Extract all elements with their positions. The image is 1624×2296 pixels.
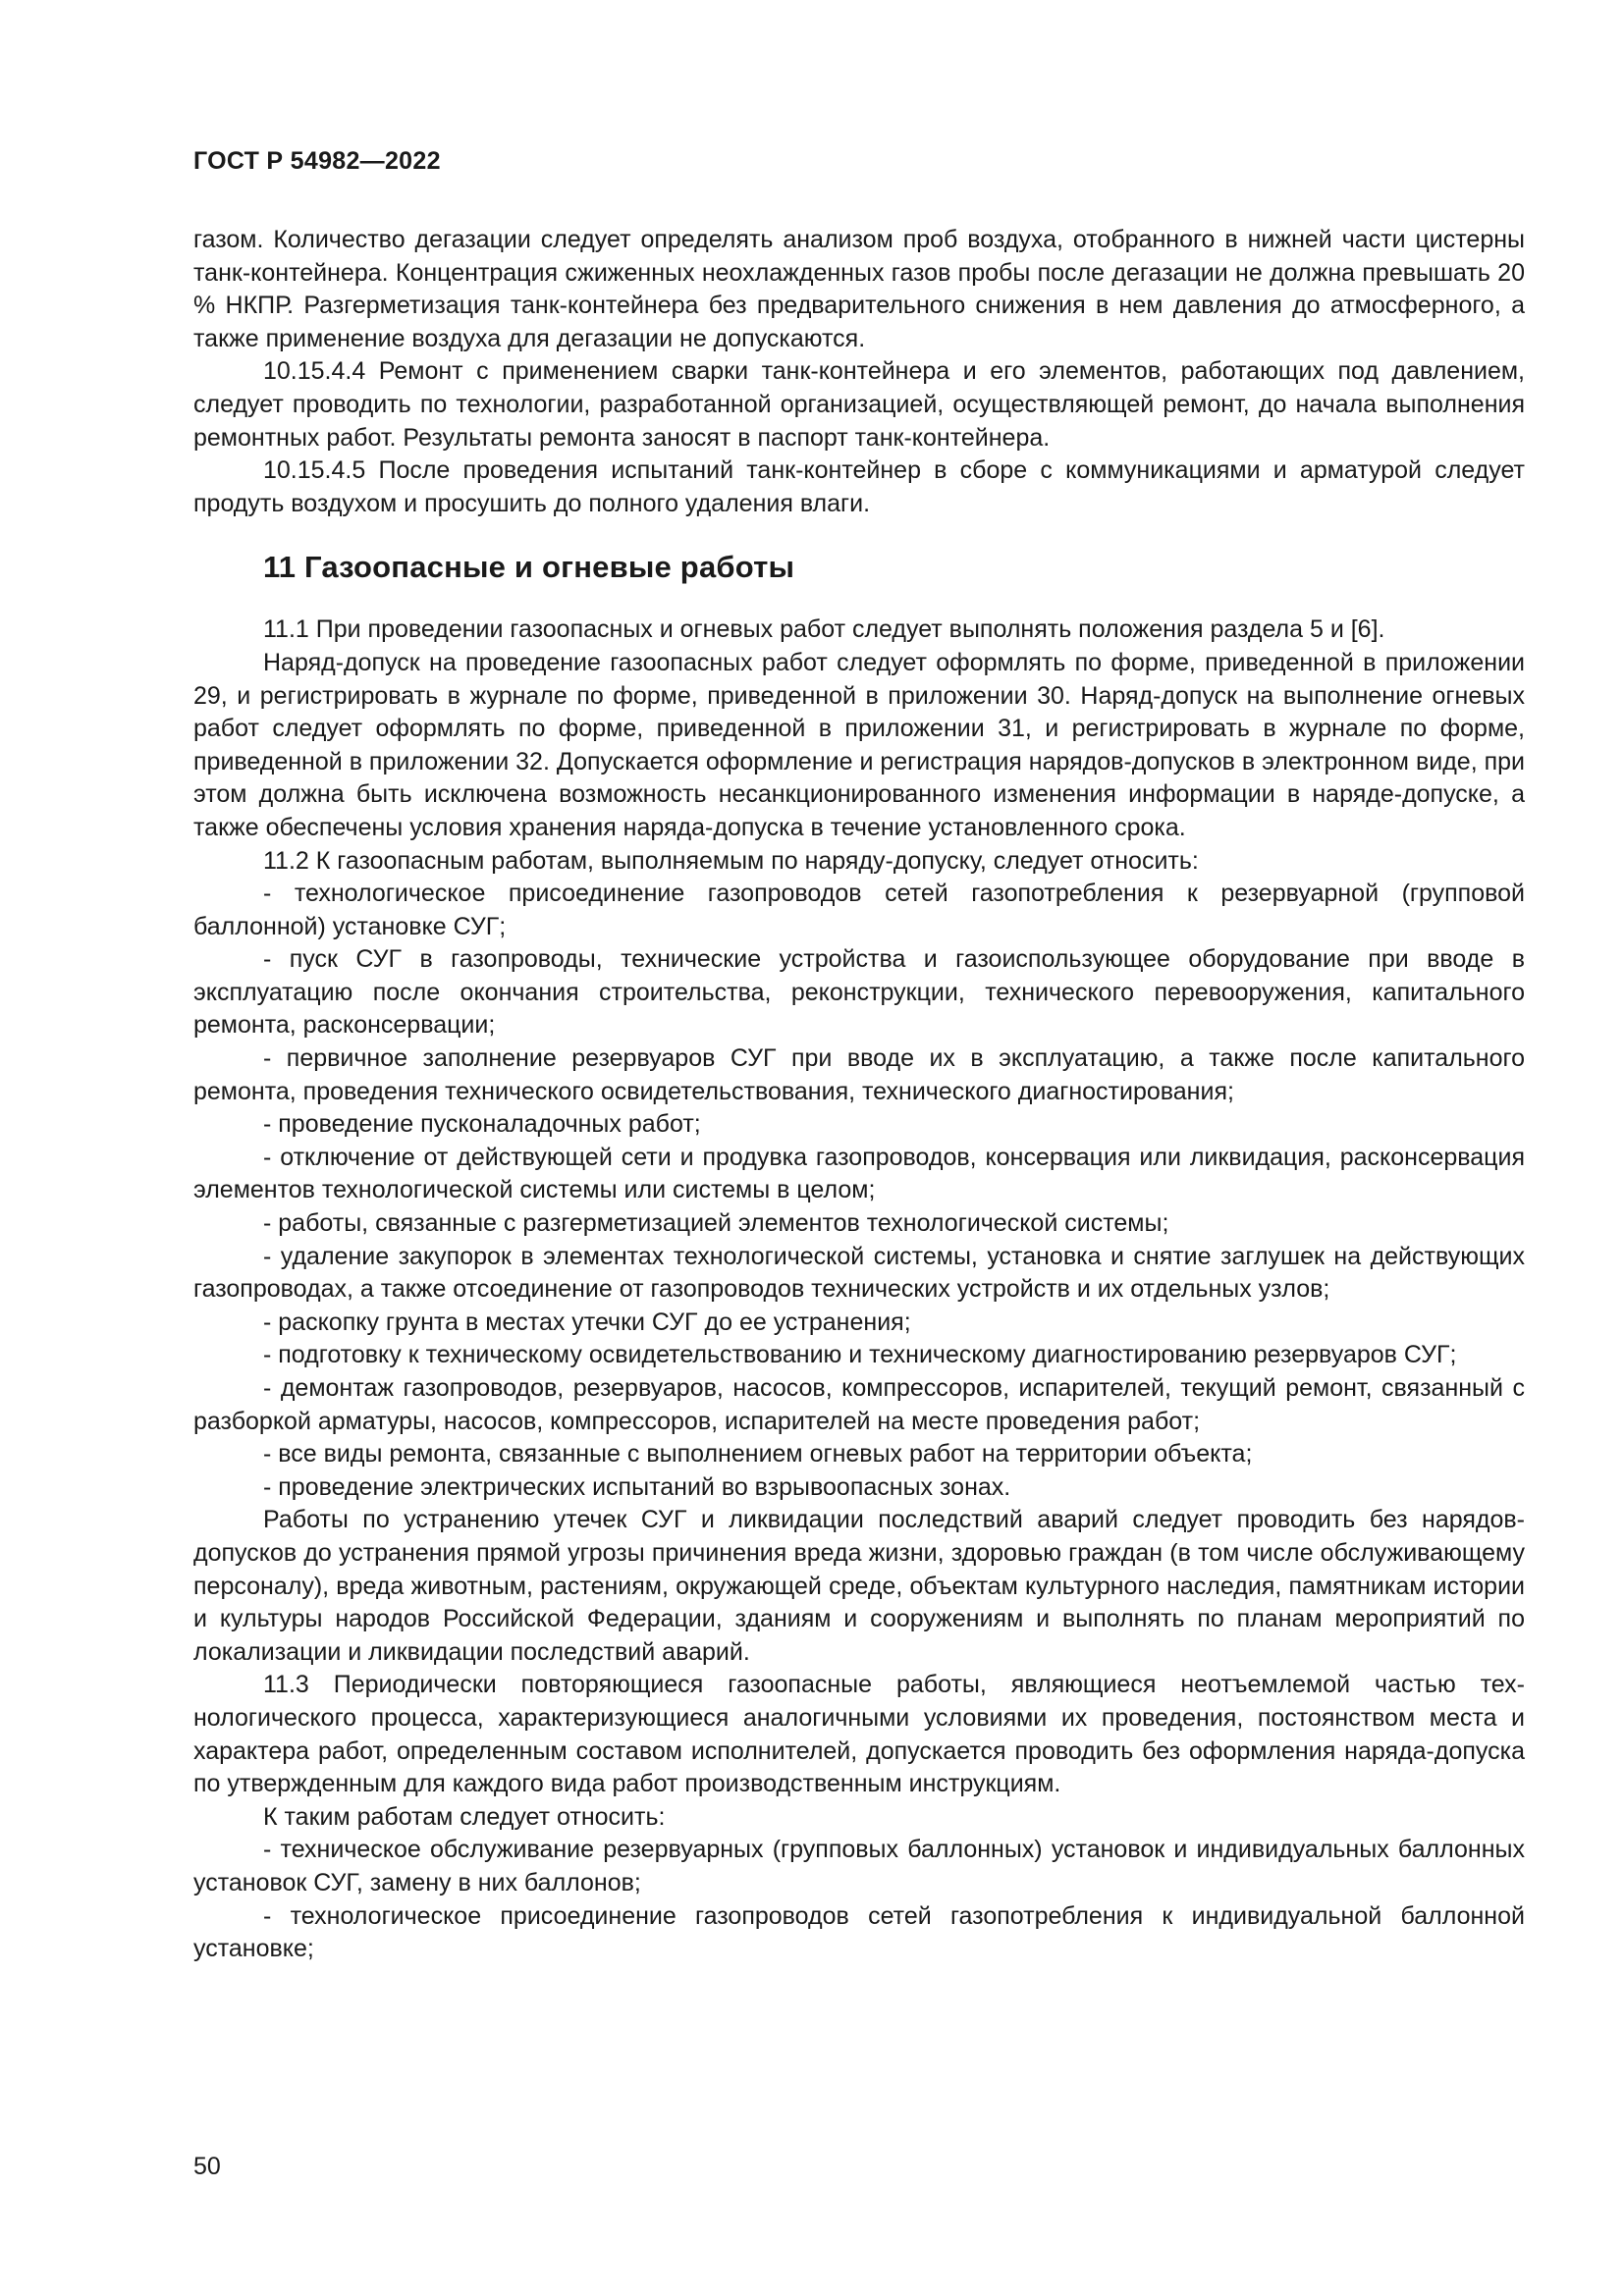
list-item: - работы, связанные с разгерметизацией элементов технологической системы;: [263, 1209, 1169, 1238]
paragraph: 11.3 Периодически повторяющиеся газоопасные работы, являющиеся неотъемлемой частью технологического процесса, характеризующиеся аналогичными условиями их проведения, постоянством места и характера работ, определенным составом исполнителей, допускается проводить без оформления наряда-допуска по утвержденным для каждого вида работ производственным инструкциям.: [193, 1671, 1525, 1798]
list-item: - техническое обслуживание резервуарных (групповых баллонных) установок и индивидуальных баллонных установок СУГ, замену в них баллонов;: [193, 1836, 1525, 1896]
paragraph: газом. Количество дегазации следует определять анализом проб воздуха, отобранного в нижней части цистерны танк-контейнера. Концентрация сжиженных неохлажденных газов пробы после дегазации не должна превышать 20 % НКПР. Разгерметизация танк-контейнера без предварительного снижения в нем давления до атмосферного, а также применение воздуха для дегазации не допускаются.: [193, 226, 1525, 352]
paragraph: Работы по устранению утечек СУГ и ликвидации последствий аварий следует проводить без нарядов-допусков до устранения прямой угрозы причинения вреда жизни, здоровью граждан (в том числе обслуживающему персоналу), вреда животным, растениям, окружающей среде, объектам культурного наследия, памятникам истории и культуры народов Российской Федерации, зданиям и сооружениям и выполнять по планам мероприятий по локализации и ликвидации последствий аварий.: [193, 1506, 1525, 1666]
paragraph: 11.2 К газоопасным работам, выполняемым по наряду-допуску, следует относить:: [263, 846, 1199, 875]
list-item: - раскопку грунта в местах утечки СУГ до ее устранения;: [263, 1308, 911, 1336]
document-body: [193, 224, 1525, 1966]
list-item: - демонтаж газопроводов, резервуаров, насосов, компрессоров, испарителей, текущий ремонт, связанный с разборкой арматуры, насосов, компрессоров, испарителей на месте проведения работ;: [193, 1374, 1525, 1435]
list-item: - первичное заполнение резервуаров СУГ при вводе их в эксплуатацию, а также после капитального ремонта, проведения технического освидетельствования, технического диагностирования;: [193, 1044, 1525, 1105]
list-item: - технологическое присоединение газопроводов сетей газопотребления к резервуарной (групповой баллонной) установке СУГ;: [193, 880, 1525, 940]
paragraph: Наряд-допуск на проведение газоопасных работ следует оформлять по форме, приведенной в приложении 29, и регистрировать в журнале по форме, приведенной в приложении 30. Наряд-допуск на выполнение огневых работ следует оформлять по форме, приведенной в приложении 31, и регистрировать в журнале по форме, приведенной в приложении 32. Допускается оформление и регистрация нарядов-допусков в электронном виде, при этом должна быть исключена возможность несанкционированного изменения информации в наряде-допуске, а также обеспечены условия хранения наряда-допуска в течение установленного срока.: [193, 648, 1525, 841]
list-item: - проведение пусконаладочных работ;: [263, 1110, 701, 1139]
document-code-header: ГОСТ Р 54982—2022: [193, 147, 441, 175]
paragraph: 10.15.4.4 Ремонт с применением сварки танк-контейнера и его элементов, работающих под давлением, следует проводить по технологии, разработанной организацией, осуществляющей ремонт, до начала выполнения ремонтных работ. Результаты ремонта заносят в паспорт танк-контейнера.: [193, 357, 1525, 452]
list-item: - пуск СУГ в газопроводы, технические устройства и газоиспользующее оборудование при вводе в эксплуатацию после окончания строительства, реконструкции, технического перевооружения, капитального ремонта, расконсервации;: [193, 945, 1525, 1040]
list-item: - технологическое присоединение газопроводов сетей газопотребления к индивидуальной баллонной установке;: [193, 1901, 1525, 1963]
page-number: 50: [193, 2153, 221, 2180]
paragraph: К таким работам следует относить:: [263, 1802, 666, 1831]
list-item: - подготовку к техническому освидетельствованию и техническому диагностированию резервуаров СУГ;: [263, 1341, 1457, 1369]
section-heading: 11 Газоопасные и огневые работы: [263, 550, 795, 585]
list-item: - все виды ремонта, связанные с выполнением огневых работ на территории объекта;: [263, 1440, 1253, 1468]
list-item: - отключение от действующей сети и продувка газопроводов, консервация или ликвидация, расконсервация элементов технологической системы или системы в целом;: [193, 1143, 1525, 1204]
list-item: - удаление закупорок в элементах технологической системы, установка и снятие заглушек на действующих газопроводах, а также отсоединение от газопроводов технических устройств и их отдельных узлов;: [193, 1242, 1525, 1304]
paragraph: 10.15.4.5 После проведения испытаний танк-контейнер в сборе с коммуникациями и арматурой следует продуть воздухом и просушить до полного удаления влаги.: [193, 456, 1525, 517]
list-item: - проведение электрических испытаний во взрывоопасных зонах.: [263, 1472, 1011, 1501]
paragraph: 11.1 При проведении газоопасных и огневых работ следует выполнять положения раздела 5 и [6].: [263, 615, 1385, 644]
